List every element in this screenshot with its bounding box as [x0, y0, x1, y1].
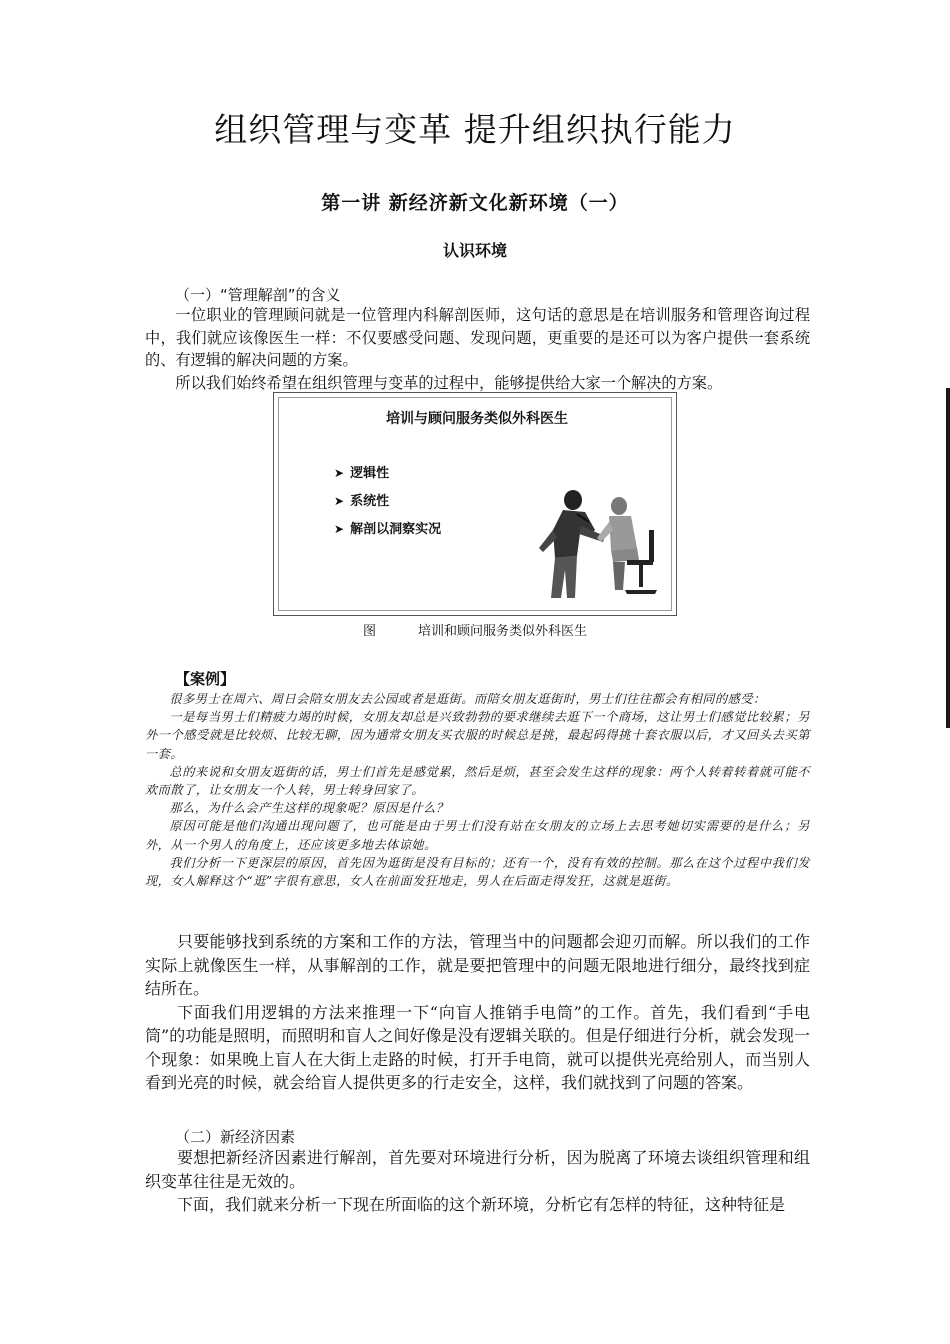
section2-heading: （二）新经济因素 — [175, 1128, 296, 1146]
figure-list-item — [334, 462, 389, 481]
page-edge-bar — [946, 388, 950, 728]
figure-list-item — [334, 490, 389, 509]
arrow-bullet-icon: ➤ — [334, 522, 345, 536]
section1-body — [145, 304, 810, 394]
case-paragraph: 我们分析一下更深层的原因，首先因为逛街是没有目标的；还有一个，没有有效的控制。那么在这个过程中我们发现，女人解释这个“逛”字很有意思，女人在前面发狂地走，男人在后面走得发狂，这就是逛街。 — [145, 855, 810, 889]
section2-body — [145, 1146, 810, 1217]
document-title: 组织管理与变革 提升组织执行能力 — [214, 110, 736, 149]
arrow-bullet-icon: ➤ — [334, 494, 345, 508]
doctor-patient-illustration — [515, 486, 665, 606]
paragraph: 要想把新经济因素进行解剖，首先要对环境进行分析，因为脱离了环境去谈组织管理和组织变革往往是无效的。 — [145, 1148, 810, 1191]
paragraph: 一位职业的管理顾问就是一位管理内科解剖医师，这句话的意思是在培训服务和管理咨询过程中，我们就应该像医生一样：不仅要感受问题、发现问题，更重要的是还可以为客户提供一套系统的、有逻辑的解决问题的方案。 — [145, 306, 810, 369]
case-paragraph: 原因可能是他们沟通出现问题了，也可能是由于男士们没有站在女朋友的立场上去思考她切实需要的是什么；另外，从一个男人的角度上，还应该更多地去体谅她。 — [145, 819, 810, 852]
case-body — [145, 690, 810, 890]
section1-heading: （一）“管理解剖”的含义 — [175, 286, 341, 304]
figure-box — [273, 392, 677, 616]
case-paragraph: 总的来说和女朋友逛街的话，男士们首先是感觉累，然后是烦，甚至会发生这样的现象：两个人转着转着就可能不欢而散了，让女朋友一个人转，男士转身回家了。 — [145, 764, 810, 798]
paragraph: 下面，我们就来分析一下现在所面临的这个新环境，分析它有怎样的特征，这种特征是 — [177, 1195, 786, 1214]
case-paragraph: 那么，为什么会产生这样的现象呢？原因是什么？ — [169, 801, 449, 816]
figure-item-label: 解剖以洞察实况 — [350, 522, 442, 537]
figure-title: 培训与顾问服务类似外科医生 — [386, 411, 568, 427]
case-paragraph: 一是每当男士们精疲力竭的时候，女朋友却总是兴致勃勃的要求继续去逛下一个商场，这让男士们感觉比较累；另外一个感受就是比较烦、比较无聊，因为通常女朋友买衣服的时候总是挑，最起码得挑十套衣服以后，才又回头去买第一套。 — [145, 710, 810, 761]
arrow-bullet-icon: ➤ — [334, 466, 345, 480]
section-title: 认识环境 — [442, 241, 507, 260]
paragraph: 所以我们始终希望在组织管理与变革的过程中，能够提供给大家一个解决的方案。 — [175, 373, 723, 392]
figure-inner-border — [278, 397, 672, 611]
paragraph: 只要能够找到系统的方案和工作的方法，管理当中的问题都会迎刃而解。所以我们的工作实际上就像医生一样，从事解剖的工作，就是要把管理中的问题无限地进行细分，最终找到症结所在。 — [145, 932, 810, 998]
paragraph: 下面我们用逻辑的方法来推理一下“向盲人推销手电筒”的工作。首先，我们看到“手电筒”的功能是照明，而照明和盲人之间好像是没有逻辑关联的。但是仔细进行分析，就会发现一个现象：如果晚上盲人在大街上走路的时候，打开手电筒，就可以提供光亮给别人，而当别人看到光亮的时候，就会给盲人提供更多的行走安全，这样，我们就找到了问题的答案。 — [145, 1002, 810, 1092]
figure-list-item — [334, 518, 441, 537]
after-case-body — [145, 930, 810, 1095]
caption-label: 图 — [362, 624, 376, 639]
figure-item-label: 系统性 — [350, 494, 390, 509]
lecture-subtitle: 第一讲 新经济新文化新环境（一） — [321, 192, 629, 214]
figure-caption — [0, 620, 950, 639]
figure-item-label: 逻辑性 — [350, 466, 390, 481]
case-heading: 【案例】 — [175, 670, 236, 688]
caption-text: 培训和顾问服务类似外科医生 — [418, 624, 588, 639]
case-paragraph: 很多男士在周六、周日会陪女朋友去公园或者是逛街。而陪女朋友逛街时，男士们往往都会有相同的感受： — [169, 692, 766, 706]
